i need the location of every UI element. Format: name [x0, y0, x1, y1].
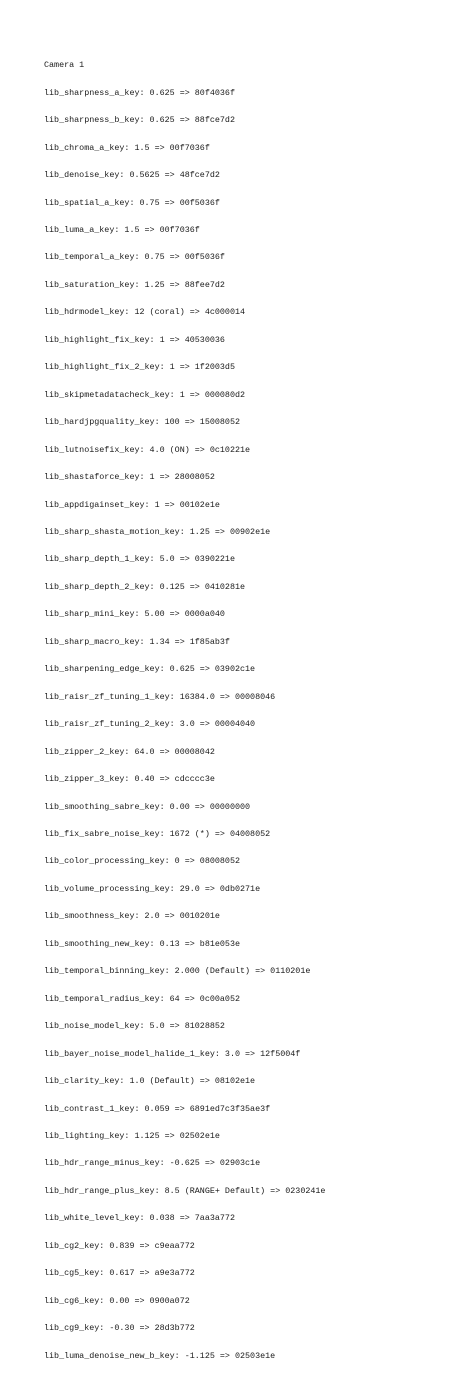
config-line: lib_zipper_2_key: 64.0 => 00008042	[44, 746, 215, 757]
config-line: lib_noise_model_key: 5.0 => 81028852	[44, 1021, 225, 1032]
config-line: lib_smoothness_key: 2.0 => 0010201e	[44, 911, 220, 922]
config-line: lib_cg5_key: 0.617 => a9e3a772	[44, 1268, 195, 1279]
config-line: lib_cg6_key: 0.00 => 0900a072	[44, 1295, 190, 1306]
config-line: lib_skipmetadatacheck_key: 1 => 000080d2	[44, 389, 246, 400]
config-line: lib_appdigainset_key: 1 => 00102e1e	[44, 499, 220, 510]
config-line: lib_raisr_zf_tuning_2_key: 3.0 => 00004040	[44, 719, 256, 730]
config-line: lib_volume_processing_key: 29.0 => 0db0271e	[44, 883, 261, 894]
config-line: lib_cg2_key: 0.839 => c9eaa772	[44, 1240, 195, 1251]
config-line: lib_highlight_fix_2_key: 1 => 1f2003d5	[44, 362, 235, 373]
config-line: lib_smoothing_new_key: 0.13 => b81e053e	[44, 938, 241, 949]
config-line: lib_luma_a_key: 1.5 => 00f7036f	[44, 225, 200, 236]
config-line: lib_luma_denoise_new_b_key: -1.125 => 02503e1e	[44, 1350, 276, 1361]
config-line: lib_temporal_radius_key: 64 => 0c00a052	[44, 993, 241, 1004]
config-line: lib_bayer_noise_model_halide_1_key: 3.0 => 12f5004f	[44, 1048, 301, 1059]
config-line: lib_raisr_zf_tuning_1_key: 16384.0 => 00008046	[44, 691, 276, 702]
config-line: lib_shastaforce_key: 1 => 28008052	[44, 472, 215, 483]
config-line: lib_highlight_fix_key: 1 => 40530036	[44, 334, 225, 345]
config-line: lib_white_level_key: 0.038 => 7aa3a772	[44, 1213, 235, 1224]
config-line: lib_chroma_a_key: 1.5 => 00f7036f	[44, 142, 210, 153]
config-line: lib_spatial_a_key: 0.75 => 00f5036f	[44, 197, 220, 208]
document-title: Camera 1	[44, 60, 85, 71]
config-line: lib_temporal_a_key: 0.75 => 00f5036f	[44, 252, 225, 263]
config-line: lib_smoothing_sabre_key: 0.00 => 00000000	[44, 801, 251, 812]
config-line: lib_sharpening_edge_key: 0.625 => 03902c1e	[44, 664, 256, 675]
config-line: lib_sharp_depth_2_key: 0.125 => 0410281e	[44, 581, 246, 592]
config-line: lib_sharp_macro_key: 1.34 => 1f85ab3f	[44, 636, 230, 647]
config-line: lib_sharp_mini_key: 5.00 => 0000a040	[44, 609, 225, 620]
config-line: lib_hdr_range_plus_key: 8.5 (RANGE+ Default) => 0230241e	[44, 1185, 326, 1196]
config-line: lib_sharpness_b_key: 0.625 => 88fce7d2	[44, 115, 235, 126]
config-line: lib_sharp_depth_1_key: 5.0 => 0390221e	[44, 554, 235, 565]
config-line: lib_fix_sabre_noise_key: 1672 (*) => 04008052	[44, 829, 271, 839]
config-line: lib_zipper_3_key: 0.40 => cdcccc3e	[44, 774, 215, 785]
config-text-block	[44, 43, 464, 1379]
config-line: lib_lutnoisefix_key: 4.0 (ON) => 0c10221e	[44, 444, 251, 455]
config-line: lib_denoise_key: 0.5625 => 48fce7d2	[44, 170, 220, 181]
config-line: lib_cg9_key: -0.30 => 28d3b772	[44, 1323, 195, 1334]
config-line: lib_contrast_1_key: 0.059 => 6891ed7c3f35ae3f	[44, 1103, 271, 1114]
config-line: lib_sharp_shasta_motion_key: 1.25 => 00902e1e	[44, 527, 271, 538]
config-line: lib_temporal_binning_key: 2.000 (Default) => 0110201e	[44, 966, 311, 977]
config-line: lib_clarity_key: 1.0 (Default) => 08102e1e	[44, 1076, 256, 1087]
config-line: lib_sharpness_a_key: 0.625 => 80f4036f	[44, 87, 235, 98]
config-line: lib_hardjpgquality_key: 100 => 15008052	[44, 417, 241, 428]
config-line: lib_saturation_key: 1.25 => 88fee7d2	[44, 279, 225, 290]
config-line: lib_lighting_key: 1.125 => 02502e1e	[44, 1130, 220, 1141]
config-line: lib_hdr_range_minus_key: -0.625 => 02903c1e	[44, 1158, 261, 1169]
config-line: lib_hdrmodel_key: 12 (coral) => 4c000014	[44, 307, 246, 318]
config-line: lib_color_processing_key: 0 => 08008052	[44, 856, 241, 867]
